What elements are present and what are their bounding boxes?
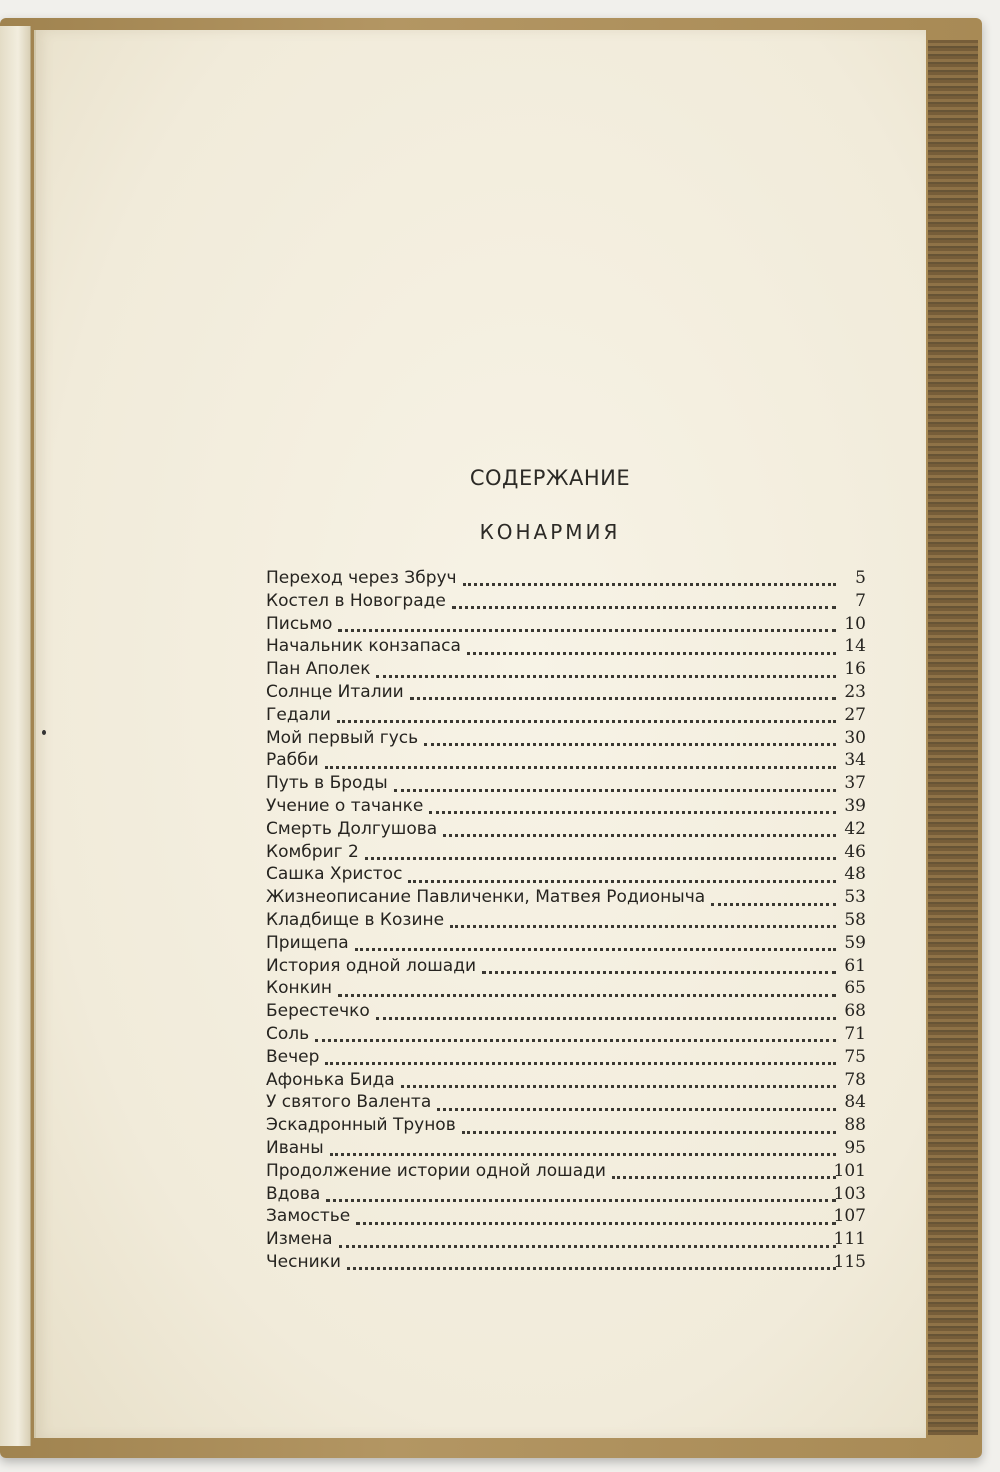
toc-entry-title: Гедали [266,704,331,725]
toc-entry-page-number: 115 [833,1251,866,1272]
toc-entry-title: Афонька Бида [266,1069,395,1090]
dot-leader [408,879,836,883]
toc-entry [266,886,866,909]
book-spine-edge [928,40,978,1435]
toc-entry-page-number: 27 [844,704,866,725]
toc-entry-title: Жизнеописание Павличенки, Матвея Родионыча [266,887,706,908]
dot-leader [315,1038,836,1042]
toc-entry-title: Комбриг 2 [266,841,359,862]
toc-entry-page-number: 78 [844,1069,866,1090]
toc-entry-page-number: 103 [833,1183,866,1204]
toc-entry [266,1137,866,1160]
toc-entry-title: Смерть Долгушова [266,818,438,839]
toc-entry [266,863,866,886]
section-heading: КОНАРМИЯ [479,520,621,544]
toc-entry [266,1069,866,1092]
dot-leader [365,856,836,860]
dot-leader [326,1198,836,1202]
toc-entry-page-number: 61 [844,955,866,976]
toc-entry-title: Вечер [266,1046,320,1067]
toc-entry [266,1228,866,1251]
page-speck [42,730,46,735]
toc-entry-title: Конкин [266,978,333,999]
dot-leader [463,582,836,586]
toc-entry-page-number: 7 [855,590,866,611]
toc-entry [266,841,866,864]
toc-entry-title: Прищепа [266,932,349,953]
toc-entry [266,1160,866,1183]
toc-entry-page-number: 68 [844,1001,866,1022]
dot-leader [711,902,836,906]
toc-entry-title: Переход через Збруч [266,568,457,588]
dot-leader [410,696,836,700]
left-page-edge [0,26,31,1446]
dot-leader [462,1130,836,1134]
contents-heading: СОДЕРЖАНИЕ [469,466,631,490]
toc-entry-title: Чесники [266,1251,341,1272]
toc-entry [266,1251,866,1274]
toc-entry-page-number: 16 [844,659,866,680]
toc-entry-title: Продолжение истории одной лошади [266,1160,606,1181]
toc-entry-page-number: 58 [844,909,866,930]
toc-entry-title: Вдова [266,1183,321,1204]
toc-entry-title: Сашка Христос [266,864,403,885]
dot-leader [325,1061,836,1065]
toc-entry-title: Путь в Броды [266,773,388,794]
toc-entry-page-number: 48 [844,864,866,885]
dot-leader [612,1175,836,1179]
dot-leader [450,924,836,928]
dot-leader [376,1016,836,1020]
toc-entry-page-number: 34 [844,750,866,771]
toc-entry-title: Костел в Новограде [266,590,446,611]
toc-entry-title: Начальник конзапаса [266,636,461,657]
toc-entry-title: Солнце Италии [266,681,404,702]
toc-entry-page-number: 95 [844,1137,866,1158]
dot-leader [429,810,836,814]
toc-entry [266,1205,866,1228]
toc-entry [266,681,866,704]
toc-entry-page-number: 42 [844,818,866,839]
toc-entry-page-number: 46 [844,841,866,862]
toc-entry [266,1046,866,1069]
toc-entry-page-number: 107 [833,1206,866,1227]
toc-entry [266,1023,866,1046]
dot-leader [338,993,836,997]
dot-leader [355,947,836,951]
toc-entry-page-number: 59 [844,932,866,953]
toc-entry [266,749,866,772]
toc-entry [266,932,866,955]
dot-leader [347,1266,836,1270]
toc-entry-title: Измена [266,1229,333,1250]
toc-entry-title: Берестечко [266,1001,370,1022]
toc-entry [266,567,866,590]
dot-leader [338,628,836,632]
toc-entry [266,1000,866,1023]
toc-entry-page-number: 65 [844,978,866,999]
toc-entry-title: Иваны [266,1137,324,1158]
toc-entry-page-number: 5 [855,568,866,588]
dot-leader [356,1221,836,1225]
dot-leader [394,788,836,792]
toc-entry-page-number: 10 [844,613,866,634]
toc-entry-title: История одной лошади [266,955,477,976]
toc-entry-page-number: 88 [844,1115,866,1136]
dot-leader [443,833,836,837]
dot-leader [339,1244,836,1248]
toc-entry-title: Эскадронный Трунов [266,1115,456,1136]
table-of-contents [266,567,866,1274]
dot-leader [482,970,836,974]
toc-entry-page-number: 14 [844,636,866,657]
toc-entry [266,955,866,978]
toc-entry-page-number: 71 [844,1023,866,1044]
toc-entry-title: Соль [266,1023,310,1044]
toc-entry-title: Рабби [266,750,319,771]
toc-entry-page-number: 39 [844,795,866,816]
dot-leader [437,1107,836,1111]
toc-entry [266,772,866,795]
toc-entry [266,1114,866,1137]
toc-entry-page-number: 30 [844,727,866,748]
toc-entry-page-number: 37 [844,773,866,794]
toc-entry [266,1091,866,1114]
toc-entry-title: Мой первый гусь [266,727,419,748]
toc-entry-page-number: 111 [833,1229,866,1250]
toc-entry [266,818,866,841]
toc-entry [266,635,866,658]
dot-leader [424,742,836,746]
dot-leader [330,1152,836,1156]
toc-entry-title: Пан Аполек [266,659,371,680]
toc-entry-page-number: 75 [844,1046,866,1067]
toc-entry [266,795,866,818]
toc-entry-title: Письмо [266,613,333,634]
toc-entry [266,909,866,932]
dot-leader [452,605,836,609]
toc-entry [266,590,866,613]
toc-entry [266,704,866,727]
dot-leader [325,765,836,769]
toc-entry-page-number: 23 [844,681,866,702]
dot-leader [337,719,836,723]
toc-entry-page-number: 101 [833,1160,866,1181]
toc-entry [266,727,866,750]
toc-entry [266,658,866,681]
dot-leader [467,651,836,655]
toc-entry-page-number: 84 [844,1092,866,1113]
toc-entry [266,977,866,1000]
dot-leader [401,1084,836,1088]
toc-entry-title: Замостье [266,1206,351,1227]
toc-entry-title: Кладбище в Козине [266,909,445,930]
toc-entry-page-number: 53 [844,887,866,908]
toc-entry [266,613,866,636]
toc-entry [266,1183,866,1206]
dot-leader [376,674,836,678]
toc-entry-title: Учение о тачанке [266,795,424,816]
toc-entry-title: У святого Валента [266,1092,432,1113]
